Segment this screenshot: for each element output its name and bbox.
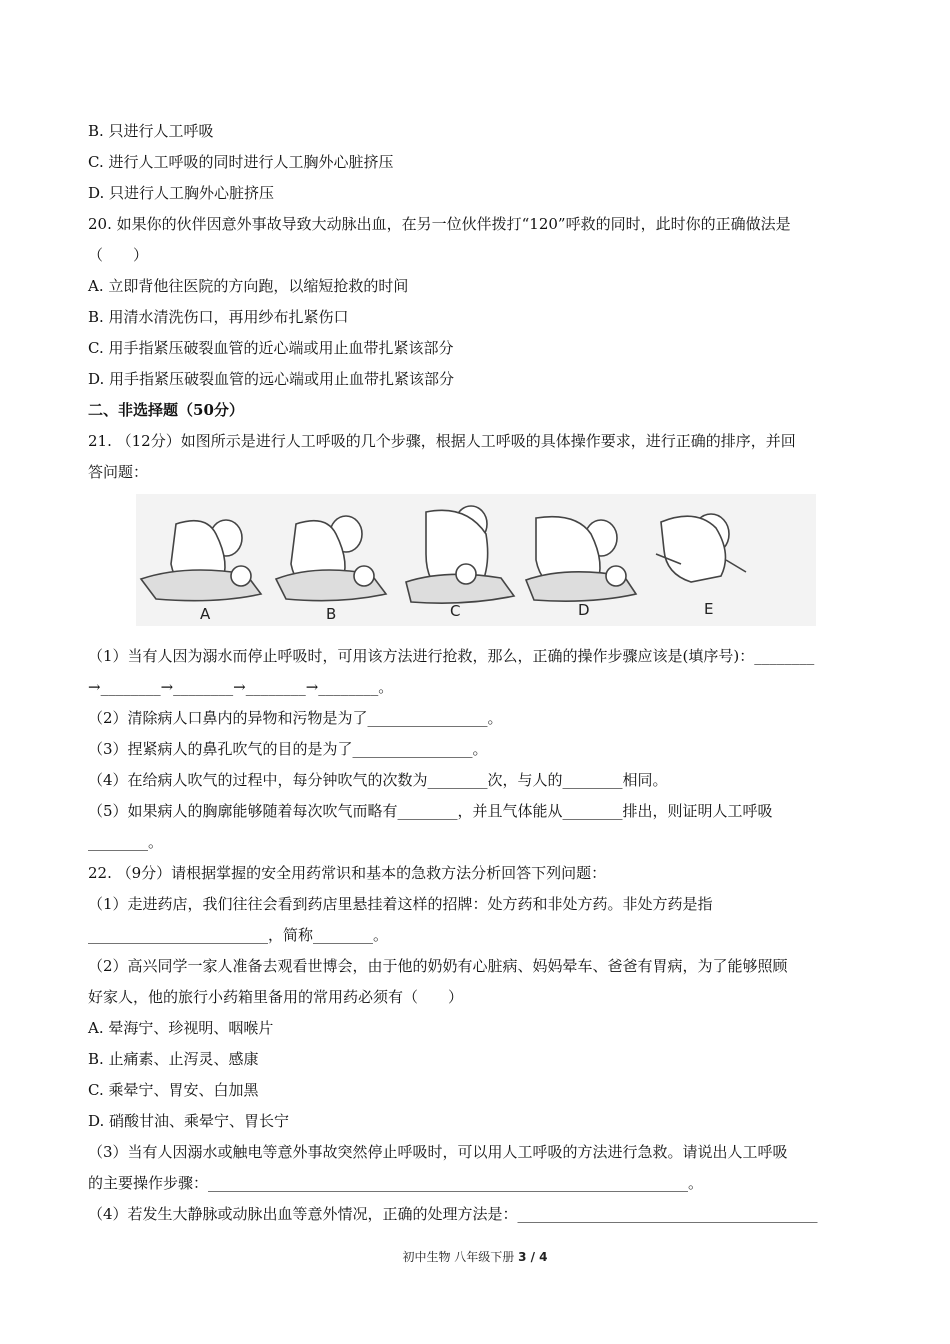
question-21-stem: 21. （12分）如图所示是进行人工呼吸的几个步骤，根据人工呼吸的具体操作要求，进行正确的排序，并回 (88, 432, 796, 450)
q21-part-2: （2）清除病人口鼻内的异物和污物是为了________________。 (88, 709, 503, 727)
question-20-bracket: （ ） (88, 246, 149, 264)
question-21-stem-cont: 答问题： (88, 463, 149, 481)
option-20-d: D. 用手指紧压破裂血管的远心端或用止血带扎紧该部分 (88, 370, 455, 388)
q22-part-1-cont: ________________________，简称________。 (88, 926, 389, 944)
panel-label-a: A (200, 605, 211, 623)
option-22-b: B. 止痛素、止泻灵、感康 (88, 1050, 259, 1068)
page-number: 3 / 4 (518, 1250, 548, 1264)
panel-label-e: E (704, 600, 714, 618)
q22-part-2-cont: 好家人，他的旅行小药箱里备用的常用药必须有（ ） (88, 988, 464, 1006)
cpr-steps-figure (136, 494, 816, 626)
q21-part-1: （1）当有人因为溺水而停止呼吸时，可用该方法进行抢救，那么，正确的操作步骤应该是(填序号)：________ (88, 647, 815, 665)
q21-part-1-cont: →________→________→________→________。 (88, 678, 394, 696)
footer-text: 初中生物 八年级下册 (402, 1250, 519, 1264)
question-22-stem: 22. （9分）请根据掌握的安全用药常识和基本的急救方法分析回答下列问题： (88, 864, 607, 882)
page-footer (0, 1248, 950, 1265)
question-20-stem: 20. 如果你的伙伴因意外事故导致大动脉出血，在另一位伙伴拨打“120”呼救的同时，此时你的正确做法是 (88, 215, 791, 233)
q21-part-4: （4）在给病人吹气的过程中，每分钟吹气的次数为________次，与人的________相同。 (88, 771, 668, 789)
option-22-a: A. 晕海宁、珍视明、咽喉片 (88, 1019, 274, 1037)
option-19-b: B. 只进行人工呼吸 (88, 122, 214, 140)
option-20-c: C. 用手指紧压破裂血管的近心端或用止血带扎紧该部分 (88, 339, 454, 357)
section-heading: 二、非选择题（50分） (88, 401, 244, 419)
panel-label-d: D (578, 601, 590, 619)
option-19-d: D. 只进行人工胸外心脏挤压 (88, 184, 275, 202)
q22-part-3: （3）当有人因溺水或触电等意外事故突然停止呼吸时，可以用人工呼吸的方法进行急救。请说出人工呼吸 (88, 1143, 788, 1161)
option-19-c: C. 进行人工呼吸的同时进行人工胸外心脏挤压 (88, 153, 394, 171)
panel-label-b: B (326, 605, 337, 623)
option-22-c: C. 乘晕宁、胃安、白加黑 (88, 1081, 259, 1099)
panel-label-c: C (450, 602, 461, 620)
option-20-a: A. 立即背他往医院的方向跑，以缩短抢救的时间 (88, 277, 409, 295)
q21-part-5-cont: ________。 (88, 833, 164, 851)
option-22-d: D. 硝酸甘油、乘晕宁、胃长宁 (88, 1112, 290, 1130)
q21-part-3: （3）捏紧病人的鼻孔吹气的目的是为了________________。 (88, 740, 488, 758)
q22-part-4: （4）若发生大静脉或动脉出血等意外情况，正确的处理方法是：________________________________________ (88, 1205, 818, 1223)
q22-part-3-cont: 的主要操作步骤：________________________________________________________________。 (88, 1174, 704, 1192)
q22-part-2: （2）高兴同学一家人准备去观看世博会，由于他的奶奶有心脏病、妈妈晕车、爸爸有胃病，为了能够照顾 (88, 957, 788, 975)
q22-part-1: （1）走进药店，我们往往会看到药店里悬挂着这样的招牌：处方药和非处方药。非处方药是指 (88, 895, 713, 913)
cpr-illustration (136, 494, 816, 626)
q21-part-5: （5）如果病人的胸廓能够随着每次吹气而略有________，并且气体能从________排出，则证明人工呼吸 (88, 802, 773, 820)
option-20-b: B. 用清水清洗伤口，再用纱布扎紧伤口 (88, 308, 349, 326)
